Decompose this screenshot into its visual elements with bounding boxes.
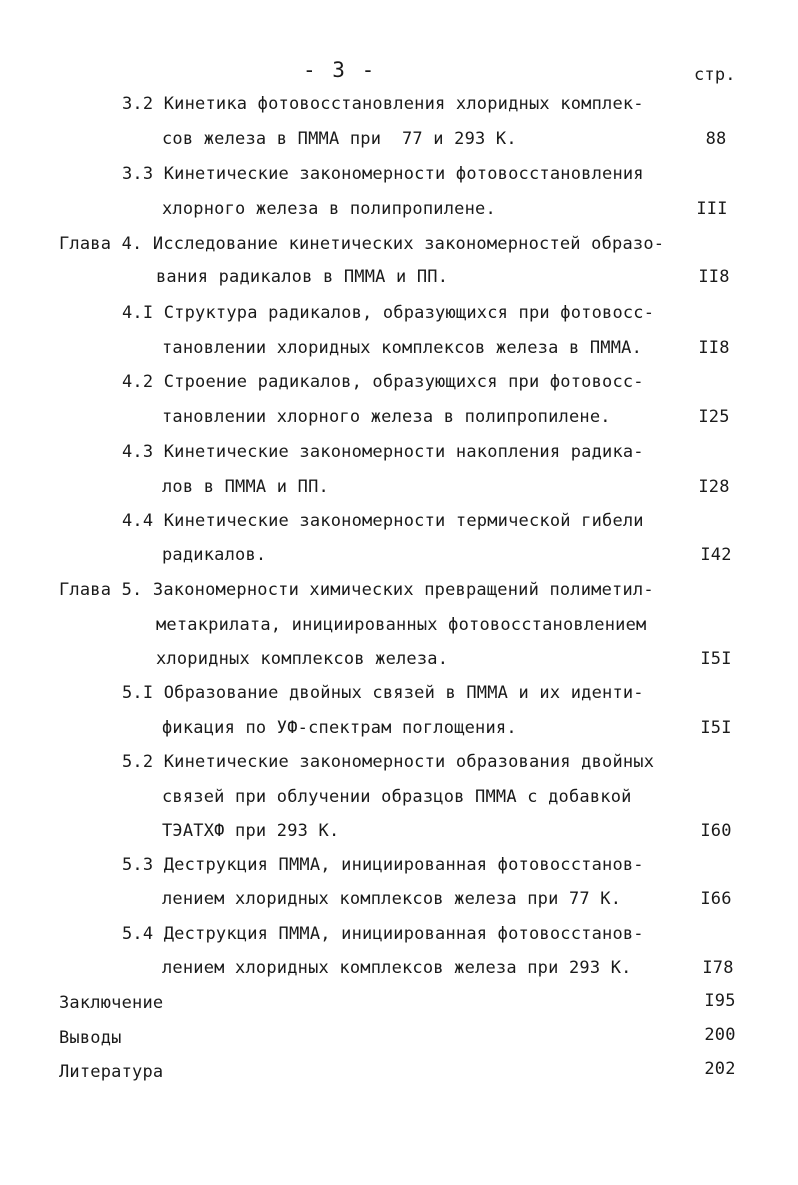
toc-line: лением хлоридных комплексов железа при 77 К. bbox=[162, 889, 622, 909]
toc-line: Глава 4. Исследование кинетических закономерностей образо- bbox=[59, 234, 665, 254]
toc-line: Литература bbox=[59, 1062, 164, 1082]
toc-page-number: II8 bbox=[698, 338, 730, 358]
toc-line: 5.3 Деструкция ПММА, инициированная фотовосстанов- bbox=[122, 855, 644, 875]
toc-page-number: I5I bbox=[700, 718, 732, 738]
toc-page-number: I66 bbox=[700, 889, 732, 909]
toc-line: 4.I Структура радикалов, образующихся при фотовосс- bbox=[122, 303, 655, 323]
toc-line: метакрилата, инициированных фотовосстановлением bbox=[156, 615, 647, 635]
toc-line: 4.4 Кинетические закономерности термической гибели bbox=[122, 511, 644, 531]
toc-line: лов в ПММА и ПП. bbox=[162, 477, 329, 497]
toc-page-number: I78 bbox=[702, 958, 734, 978]
toc-line: ТЭАТХФ при 293 К. bbox=[162, 821, 340, 841]
toc-line: связей при облучении образцов ПММА с добавкой bbox=[162, 787, 632, 807]
toc-page-number: I5I bbox=[700, 649, 732, 669]
toc-line: тановлении хлорного железа в полипропилене. bbox=[162, 407, 611, 427]
toc-page-number: I95 bbox=[704, 991, 736, 1011]
page-number: - 3 - bbox=[303, 58, 377, 82]
toc-line: радикалов. bbox=[162, 545, 267, 565]
toc-line: хлорного железа в полипропилене. bbox=[162, 199, 496, 219]
toc-line: 5.I Образование двойных связей в ПММА и их иденти- bbox=[122, 683, 644, 703]
toc-page-number: III bbox=[696, 199, 728, 219]
toc-line: 3.2 Кинетика фотовосстановления хлоридных комплек- bbox=[122, 94, 644, 114]
toc-line: 4.3 Кинетические закономерности накопления радика- bbox=[122, 442, 644, 462]
toc-page-number: I25 bbox=[698, 407, 730, 427]
toc-page-number: 200 bbox=[704, 1025, 736, 1045]
toc-page-number: 202 bbox=[704, 1059, 736, 1079]
toc-line: 4.2 Строение радикалов, образующихся при фотовосс- bbox=[122, 372, 644, 392]
page-column-label: стр. bbox=[694, 65, 736, 85]
toc-page-number: I42 bbox=[700, 545, 732, 565]
toc-line: Заключение bbox=[59, 993, 164, 1013]
toc-line: хлоридных комплексов железа. bbox=[156, 649, 449, 669]
toc-line: Выводы bbox=[59, 1028, 122, 1048]
toc-line: 3.3 Кинетические закономерности фотовосстановления bbox=[122, 164, 644, 184]
toc-line: тановлении хлоридных комплексов железа в ПММА. bbox=[162, 338, 643, 358]
toc-line: лением хлоридных комплексов железа при 293 К. bbox=[162, 958, 632, 978]
toc-page-number: II8 bbox=[698, 267, 730, 287]
toc-page-number: 88 bbox=[705, 129, 727, 149]
toc-line: 5.2 Кинетические закономерности образования двойных bbox=[122, 752, 655, 772]
toc-page-number: I60 bbox=[700, 821, 732, 841]
toc-line: Глава 5. Закономерности химических превращений полиметил- bbox=[59, 580, 654, 600]
toc-line: 5.4 Деструкция ПММА, инициированная фотовосстанов- bbox=[122, 924, 644, 944]
toc-line: вания радикалов в ПММА и ПП. bbox=[156, 267, 449, 287]
toc-line: сов железа в ПММА при 77 и 293 К. bbox=[162, 129, 517, 149]
toc-line: фикация по УФ-спектрам поглощения. bbox=[162, 718, 517, 738]
toc-page-number: I28 bbox=[698, 477, 730, 497]
